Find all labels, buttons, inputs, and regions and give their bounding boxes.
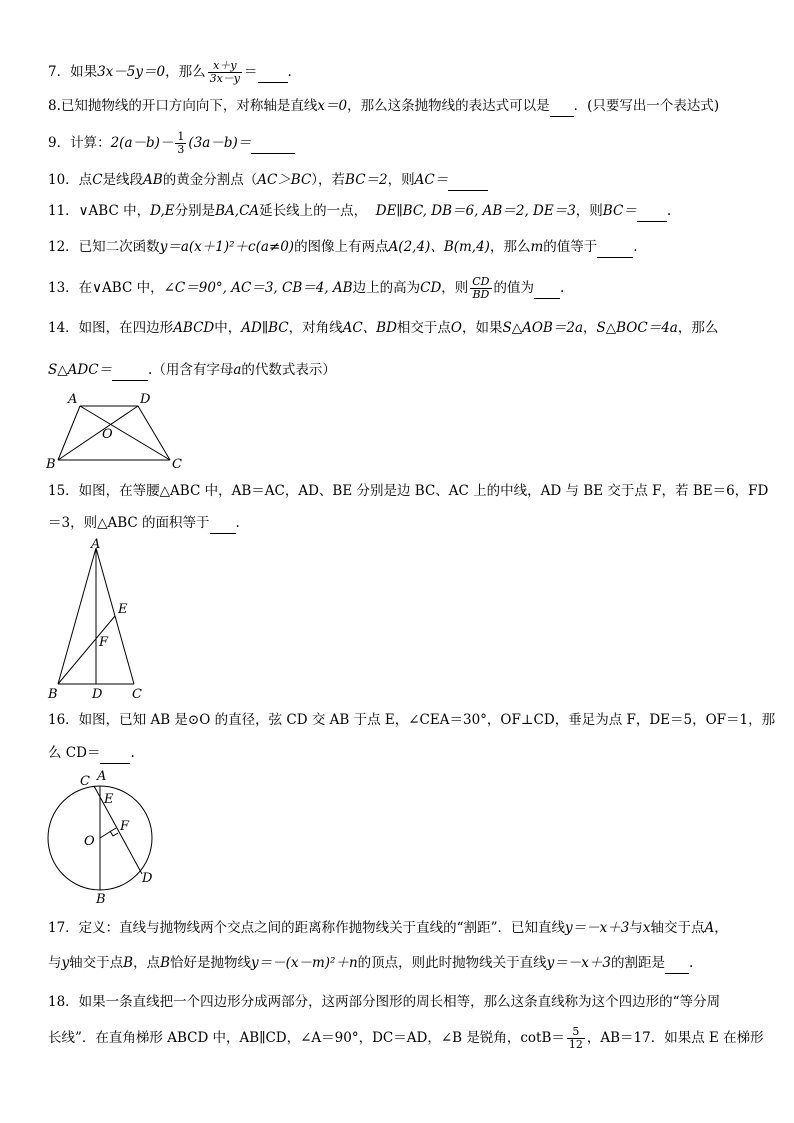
q14-letter-a: a bbox=[233, 362, 242, 378]
q11-answer-blank bbox=[637, 201, 667, 222]
q8-answer-blank bbox=[550, 96, 574, 117]
q16-period: . bbox=[130, 745, 135, 761]
q9-expression-1: 2(a－b)－ bbox=[110, 135, 174, 151]
q7-denominator: 3x－y bbox=[209, 72, 241, 85]
label-a: A bbox=[91, 537, 101, 552]
q10-text-e: ，则 bbox=[387, 172, 415, 188]
q13-text-a: 13．在∨ABC 中， bbox=[48, 280, 164, 296]
q10-text-c: 的黄金分割点（ bbox=[162, 172, 258, 188]
q15-period: . bbox=[235, 515, 240, 531]
q13-answer-blank bbox=[534, 278, 560, 299]
q14-answer-blank bbox=[112, 360, 148, 381]
q12-m: m bbox=[530, 239, 544, 255]
q10-point-c: C bbox=[92, 172, 103, 188]
q11-points-de: D,E bbox=[150, 203, 175, 219]
q17-answer-blank bbox=[665, 953, 689, 974]
label-f: F bbox=[120, 819, 130, 834]
q7-text-a: 7．如果 bbox=[48, 64, 98, 80]
q14-text-line2b: .（用含有字母 bbox=[148, 362, 234, 378]
q17-text-a: 17．定义：直线与抛物线两个交点之间的距离称作抛物线关于直线的“割距”．已知直线 bbox=[48, 920, 565, 936]
label-e: E bbox=[118, 602, 128, 617]
q16-answer-blank bbox=[100, 743, 130, 764]
label-a: A bbox=[68, 392, 78, 407]
q8-condition: x＝0 bbox=[317, 98, 348, 114]
q17-text-line2d: 恰好是抛物线 bbox=[169, 955, 251, 971]
q17-parabola: y＝－(x－m)²＋n bbox=[250, 955, 358, 971]
question-7 bbox=[48, 60, 292, 85]
right-angle-mark bbox=[110, 831, 118, 836]
question-8 bbox=[48, 96, 719, 117]
label-b: B bbox=[48, 687, 58, 701]
question-12 bbox=[48, 237, 638, 258]
q17-text-b: 与 bbox=[629, 920, 643, 936]
figure-q16-circle bbox=[44, 766, 164, 906]
question-17 bbox=[48, 918, 728, 938]
perpendicular-of bbox=[100, 828, 116, 838]
question-13 bbox=[48, 276, 564, 301]
q12-points: A(2,4)、B(m,4) bbox=[388, 239, 490, 255]
question-15-line-2 bbox=[48, 513, 240, 534]
q13-fraction bbox=[470, 276, 491, 301]
q11-condition: DE∥BC, DB＝6, AB＝2, DE＝3 bbox=[375, 203, 576, 219]
q13-period: . bbox=[560, 280, 565, 296]
q17-y-axis: y bbox=[61, 955, 70, 971]
q18-numerator: 5 bbox=[567, 1026, 585, 1039]
q11-bc: BC＝ bbox=[602, 203, 637, 219]
q14-abcd: ABCD bbox=[173, 320, 215, 336]
q17-x-axis: x bbox=[642, 920, 651, 936]
question-11 bbox=[48, 201, 671, 222]
q11-lines: BA,CA bbox=[215, 203, 260, 219]
q10-bc: BC＝2 bbox=[345, 172, 388, 188]
q17-point-b: B bbox=[123, 955, 134, 971]
q10-segment-ab: AB bbox=[143, 172, 163, 188]
q8-text-a: 8.已知抛物线的开口方向向下，对称轴是直线 bbox=[48, 98, 318, 114]
q14-point-o: O bbox=[450, 320, 462, 336]
edge-dc bbox=[138, 406, 170, 460]
question-15 bbox=[48, 481, 768, 501]
q12-text-a: 12．已知二次函数 bbox=[48, 239, 160, 255]
q17-text-line2e: 的顶点，则此时抛物线关于直线 bbox=[357, 955, 547, 971]
q17-period: . bbox=[689, 955, 694, 971]
q15-text-line2a: ＝3，则△ABC 的面积等于 bbox=[48, 515, 210, 531]
label-c: C bbox=[132, 687, 142, 701]
q17-line-2: y＝－x＋3 bbox=[546, 955, 612, 971]
median-be bbox=[58, 616, 115, 684]
q18-text-line1: 18．如果一条直线把一个四边形分成两部分，这两部分图形的周长相等，那么这条直线称为这个四边形的“等分周 bbox=[48, 994, 721, 1010]
q13-text-b: 边上的高为 bbox=[352, 280, 421, 296]
q17-text-c: 轴交于点 bbox=[650, 920, 705, 936]
q10-text-a: 10．点 bbox=[48, 172, 93, 188]
q14-text-f: ， bbox=[583, 320, 597, 336]
q11-period: . bbox=[666, 203, 672, 219]
q11-text-a: 11．∨ABC 中， bbox=[48, 203, 151, 219]
question-16-line-2 bbox=[48, 743, 135, 764]
q9-text-a: 9．计算： bbox=[48, 135, 111, 151]
question-10 bbox=[48, 170, 488, 191]
q14-text-b: 中， bbox=[214, 320, 242, 336]
q15-answer-blank bbox=[210, 513, 236, 534]
q11-text-d: ，则 bbox=[575, 203, 603, 219]
q9-numerator: 1 bbox=[177, 130, 185, 143]
q13-numerator: CD bbox=[472, 275, 490, 288]
label-o: O bbox=[84, 834, 95, 849]
q14-area-adc: S△ADC＝ bbox=[48, 362, 113, 378]
q9-denominator: 3 bbox=[177, 143, 185, 156]
q13-condition: ∠C＝90°, AC＝3, CB＝4, AB bbox=[163, 280, 353, 296]
question-14-line-2 bbox=[48, 360, 336, 381]
q16-text-line1: 16．如图，已知 AB 是⊙O 的直径，弦 CD 交 AB 于点 E，∠CEA＝30°，OF⊥CD，垂足为点 F，DE＝5，OF＝1，那 bbox=[48, 712, 776, 728]
q17-point-a: A bbox=[704, 920, 715, 936]
q11-text-b: 分别是 bbox=[174, 203, 216, 219]
q13-text-c: ，则 bbox=[441, 280, 469, 296]
q17-point-b-2: B bbox=[160, 955, 170, 971]
q17-line-1: y＝－x＋3 bbox=[564, 920, 630, 936]
q17-text-line2f: 的割距是 bbox=[611, 955, 666, 971]
q12-text-d: 的值等于 bbox=[543, 239, 598, 255]
q17-text-line2c: ，点 bbox=[133, 955, 161, 971]
q10-ac: AC＝ bbox=[414, 172, 449, 188]
q9-fraction bbox=[175, 131, 186, 156]
q10-answer-blank bbox=[448, 170, 488, 191]
q12-function: y＝a(x＋1)²＋c(a≠0) bbox=[159, 239, 295, 255]
q13-denominator: BD bbox=[472, 288, 490, 301]
q12-answer-blank bbox=[597, 237, 633, 258]
question-16 bbox=[48, 710, 775, 730]
label-e: E bbox=[104, 792, 114, 807]
q12-period: . bbox=[633, 239, 638, 255]
q14-text-g: ，那么 bbox=[677, 320, 719, 336]
q8-text-c: ．(只要写出一个表达式) bbox=[573, 98, 720, 114]
q17-text-d: ， bbox=[714, 920, 728, 936]
edge-ab bbox=[58, 548, 96, 684]
q9-answer-blank bbox=[251, 133, 295, 154]
diagonal-ac bbox=[80, 406, 170, 460]
q14-text-d: 相交于点 bbox=[396, 320, 451, 336]
q11-text-c: 延长线上的一点， bbox=[259, 203, 368, 219]
label-d: D bbox=[92, 687, 103, 701]
q9-expression-2: (3a－b)＝ bbox=[188, 135, 252, 151]
diagonal-bd bbox=[58, 406, 138, 460]
question-9 bbox=[48, 131, 295, 156]
label-o: O bbox=[102, 427, 113, 442]
q14-text-c: ，对角线 bbox=[288, 320, 343, 336]
q14-text-e: ，如果 bbox=[461, 320, 503, 336]
q18-text-line2a: 长线”．在直角梯形 ABCD 中，AB∥CD，∠A＝90°，DC＝AD，∠B 是锐角，cotB＝ bbox=[48, 1030, 565, 1046]
label-b: B bbox=[46, 457, 56, 470]
label-f: F bbox=[99, 635, 109, 650]
figure-q15-triangle bbox=[44, 536, 154, 701]
q16-text-line2a: 么 CD＝ bbox=[48, 745, 101, 761]
q14-diagonals: AC、BD bbox=[342, 320, 397, 336]
label-d: D bbox=[140, 392, 151, 407]
q13-text-d: 的值为 bbox=[493, 280, 535, 296]
q10-text-d: ），若 bbox=[311, 172, 346, 188]
label-c: C bbox=[172, 457, 182, 470]
q7-text-b: ，那么 bbox=[165, 64, 206, 80]
q13-cd: CD bbox=[420, 280, 442, 296]
question-14 bbox=[48, 318, 718, 338]
q8-text-b: ，那么这条抛物线的表达式可以是 bbox=[347, 98, 550, 114]
q10-text-b: 是线段 bbox=[102, 172, 144, 188]
q7-answer-blank bbox=[258, 62, 288, 83]
q14-condition: AD∥BC bbox=[241, 320, 289, 336]
figure-q14-trapezoid bbox=[44, 390, 194, 470]
q18-text-line2b: ，AB＝17．如果点 E 在梯形 bbox=[586, 1030, 764, 1046]
q14-text-a: 14．如图，在四边形 bbox=[48, 320, 174, 336]
q12-text-b: 的图像上有两点 bbox=[294, 239, 389, 255]
question-18 bbox=[48, 992, 720, 1012]
q7-fraction bbox=[208, 60, 242, 85]
label-d: D bbox=[142, 871, 153, 886]
q17-text-line2a: 与 bbox=[48, 955, 62, 971]
q18-fraction bbox=[567, 1026, 585, 1051]
edge-ab bbox=[58, 406, 80, 460]
label-b: B bbox=[96, 892, 106, 906]
question-17-line-2 bbox=[48, 953, 693, 974]
q12-text-c: ，那么 bbox=[489, 239, 531, 255]
q7-equals: ＝ bbox=[244, 64, 258, 80]
label-a: A bbox=[97, 769, 107, 784]
q7-period: . bbox=[287, 64, 292, 80]
label-c: C bbox=[80, 774, 90, 789]
q10-condition: AC＞BC bbox=[257, 172, 312, 188]
q15-text-line1: 15．如图，在等腰△ABC 中，AB＝AC，AD、BE 分别是边 BC、AC 上的中线，AD 与 BE 交于点 F，若 BE＝6，FD bbox=[48, 483, 769, 499]
q18-denominator: 12 bbox=[568, 1038, 583, 1051]
question-18-line-2 bbox=[48, 1026, 764, 1051]
q17-text-line2b: 轴交于点 bbox=[69, 955, 124, 971]
q7-condition: 3x－5y＝0 bbox=[97, 64, 166, 80]
q14-area-boc: S△BOC＝4a bbox=[596, 320, 678, 336]
q14-text-line2c: 的代数式表示） bbox=[241, 362, 336, 378]
q7-numerator: x＋y bbox=[208, 60, 242, 73]
q14-area-aob: S△AOB＝2a bbox=[502, 320, 583, 336]
